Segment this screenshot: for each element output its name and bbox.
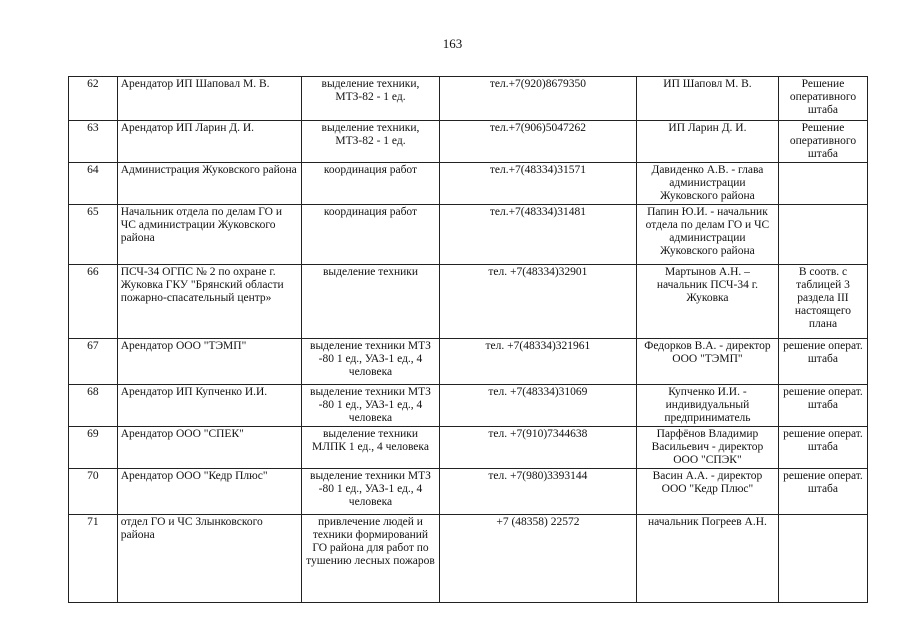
cell-resp: Папин Ю.И. - начальник отдела по делам ГО и ЧС администрации Жуковского района (636, 205, 778, 265)
table-row (69, 427, 868, 469)
cell-task: координация работ (302, 163, 440, 205)
cell-num: 71 (69, 515, 118, 603)
cell-basis: Решение оперативного штаба (778, 121, 867, 163)
cell-org: Арендатор ООО "Кедр Плюс" (117, 469, 301, 515)
table-row (69, 339, 868, 385)
cell-task: привлечение людей и техники формирований ГО района для работ по тушению лесных пожаров (302, 515, 440, 603)
cell-org: Арендатор ИП Шаповал М. В. (117, 77, 301, 121)
cell-task: выделение техники МТЗ -80 1 ед., УАЗ-1 ед., 4 человека (302, 469, 440, 515)
cell-phone: тел.+7(48334)31481 (439, 205, 636, 265)
cell-resp: Васин А.А. - директор ООО "Кедр Плюс" (636, 469, 778, 515)
cell-task: выделение техники, МТЗ-82 - 1 ед. (302, 121, 440, 163)
contacts-table (68, 76, 868, 603)
cell-basis: Решение оперативного штаба (778, 77, 867, 121)
table-row (69, 121, 868, 163)
cell-org: ПСЧ-34 ОГПС № 2 по охране г. Жуковка ГКУ "Брянский области пожарно-спасательный центр» (117, 265, 301, 339)
cell-task: выделение техники (302, 265, 440, 339)
table-row (69, 205, 868, 265)
cell-num: 62 (69, 77, 118, 121)
cell-org: Арендатор ООО "СПЕК" (117, 427, 301, 469)
cell-resp: начальник Погреев А.Н. (636, 515, 778, 603)
cell-org: Начальник отдела по делам ГО и ЧС администрации Жуковского района (117, 205, 301, 265)
cell-org: отдел ГО и ЧС Злынковского района (117, 515, 301, 603)
cell-resp: Мартынов А.Н. – начальник ПСЧ-34 г. Жуковка (636, 265, 778, 339)
cell-task: выделение техники МТЗ -80 1 ед., УАЗ-1 ед., 4 человека (302, 385, 440, 427)
cell-basis (778, 515, 867, 603)
cell-resp: Давиденко А.В. - глава администрации Жуковского района (636, 163, 778, 205)
cell-task: координация работ (302, 205, 440, 265)
cell-resp: Федорков В.А. - директор ООО "ТЭМП" (636, 339, 778, 385)
cell-resp: Парфёнов Владимир Васильевич - директор ООО "СПЭК" (636, 427, 778, 469)
cell-num: 63 (69, 121, 118, 163)
table-row (69, 265, 868, 339)
cell-phone: тел. +7(48334)31069 (439, 385, 636, 427)
cell-basis: В соотв. с таблицей 3 раздела III настоящего плана (778, 265, 867, 339)
cell-org: Арендатор ИП Ларин Д. И. (117, 121, 301, 163)
cell-task: выделение техники МТЗ -80 1 ед., УАЗ-1 ед., 4 человека (302, 339, 440, 385)
table-row (69, 515, 868, 603)
cell-org: Арендатор ИП Купченко И.И. (117, 385, 301, 427)
cell-task: выделение техники МЛПК 1 ед., 4 человека (302, 427, 440, 469)
cell-basis: решение операт. штаба (778, 469, 867, 515)
cell-num: 66 (69, 265, 118, 339)
cell-basis: решение операт. штаба (778, 385, 867, 427)
table-row (69, 77, 868, 121)
cell-phone: тел. +7(980)3393144 (439, 469, 636, 515)
table-row (69, 469, 868, 515)
table-row (69, 163, 868, 205)
cell-phone: тел.+7(906)5047262 (439, 121, 636, 163)
cell-phone: +7 (48358) 22572 (439, 515, 636, 603)
page-number: 163 (442, 36, 463, 51)
table-row (69, 385, 868, 427)
cell-num: 70 (69, 469, 118, 515)
cell-num: 64 (69, 163, 118, 205)
cell-resp: ИП Шаповл М. В. (636, 77, 778, 121)
cell-basis: решение операт. штаба (778, 427, 867, 469)
cell-num: 68 (69, 385, 118, 427)
cell-resp: ИП Ларин Д. И. (636, 121, 778, 163)
cell-basis (778, 163, 867, 205)
cell-org: Администрация Жуковского района (117, 163, 301, 205)
cell-phone: тел. +7(910)7344638 (439, 427, 636, 469)
cell-phone: тел.+7(920)8679350 (439, 77, 636, 121)
cell-org: Арендатор ООО "ТЭМП" (117, 339, 301, 385)
cell-num: 65 (69, 205, 118, 265)
cell-basis: решение операт. штаба (778, 339, 867, 385)
cell-resp: Купченко И.И. - индивидуальный предприниматель (636, 385, 778, 427)
cell-phone: тел. +7(48334)32901 (439, 265, 636, 339)
cell-phone: тел.+7(48334)31571 (439, 163, 636, 205)
cell-num: 67 (69, 339, 118, 385)
cell-num: 69 (69, 427, 118, 469)
cell-task: выделение техники, МТЗ-82 - 1 ед. (302, 77, 440, 121)
cell-basis (778, 205, 867, 265)
cell-phone: тел. +7(48334)321961 (439, 339, 636, 385)
